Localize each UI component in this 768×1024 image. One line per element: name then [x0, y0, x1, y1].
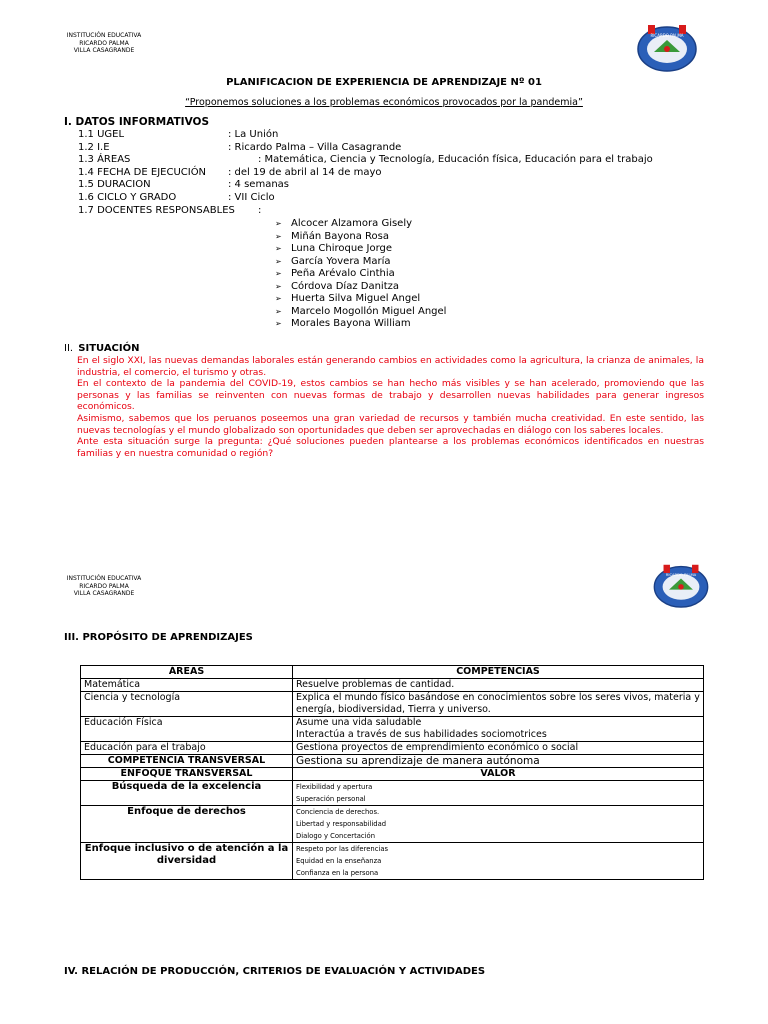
- institution-header: [54, 32, 154, 55]
- competencias-table: [80, 665, 704, 880]
- table-cell: Resuelve problemas de cantidad.: [293, 679, 704, 692]
- info-row: 1.6 CICLO Y GRADO : VII Ciclo: [78, 191, 275, 203]
- list-item: ➢ Peña Arévalo Cinthia: [275, 268, 395, 279]
- list-item: ➢ Marcelo Mogollón Miguel Angel: [275, 305, 447, 317]
- section-heading: II. SITUACIÓN: [64, 343, 140, 354]
- table-cell: COMPETENCIA TRANSVERSAL: [81, 755, 293, 768]
- section-heading: III. PROPÓSITO DE APRENDIZAJES: [64, 632, 253, 643]
- page-subtitle: “Proponemos soluciones a los problemas económicos provocados por la pandemia”: [185, 97, 583, 108]
- list-item: ➢ Córdova Díaz Danitza: [275, 280, 400, 292]
- list-item: ➢ Luna Chiroque Jorge: [275, 243, 393, 254]
- table-cell: Ciencia y tecnología: [81, 692, 293, 717]
- arrow-bullet-icon: ➢: [275, 219, 282, 228]
- logo-text: RICARDO PALMA: [665, 572, 697, 577]
- table-cell: Enfoque inclusivo o de atención a la diversidad: [81, 843, 293, 880]
- institution-line: RICARDO PALMA: [79, 39, 129, 47]
- institution-line: VILLA CASAGRANDE: [73, 590, 135, 597]
- situation-paragraph: En el contexto de la pandemia del COVID-19, estos cambios se han hecho más visibles y se han acelerado, promoviendo que las personas y las familias se reinventen con nuevas formas de trabajo y desarrollen nuevas habilidades para generar ingresos económicos.: [77, 378, 704, 413]
- situation-text: [77, 355, 704, 459]
- table-cell: Educación para el trabajo: [81, 742, 293, 755]
- institution-header: [54, 575, 154, 598]
- info-row: 1.5 DURACION : 4 semanas: [78, 179, 289, 191]
- list-item: ➢ Huerta Silva Miguel Angel: [275, 293, 421, 304]
- table-cell: Conciencia de derechos. Libertad y responsabilidad Dialogo y Concertación: [293, 806, 704, 843]
- page-title: PLANIFICACION DE EXPERIENCIA DE APRENDIZAJE Nº 01: [226, 77, 542, 88]
- institution-line: RICARDO PALMA: [79, 582, 129, 590]
- table-cell: Flexibilidad y apertura Superación personal: [293, 781, 704, 806]
- section-heading: I. DATOS INFORMATIVOS: [64, 116, 210, 128]
- info-row: 1.1 UGEL : La Unión: [78, 129, 279, 140]
- info-row: 1.7 DOCENTES RESPONSABLES :: [78, 204, 262, 216]
- table-row: [81, 742, 704, 755]
- institution-line: INSTITUCIÓN EDUCATIVA: [66, 32, 142, 39]
- list-item: ➢ Morales Bayona William: [275, 318, 411, 329]
- arrow-bullet-icon: ➢: [275, 306, 282, 316]
- list-item: ➢ Miñán Bayona Rosa: [275, 230, 390, 242]
- table-cell: Explica el mundo físico basándose en conocimientos sobre los seres vivos, materia y energía, biodiversidad, Tierra y universo.: [293, 692, 704, 717]
- table-cell: Búsqueda de la excelencia: [81, 781, 293, 806]
- table-row: [81, 806, 704, 843]
- arrow-bullet-icon: ➢: [275, 256, 282, 266]
- teachers-list: [275, 218, 446, 331]
- situation-paragraph: Asimismo, sabemos que los peruanos poseemos una gran variedad de recursos y también mucha creatividad. En este sentido, las nuevas tecnologías y el mundo globalizado son oportunidades que deben ser aprovechadas en diálogo con los saberes locales.: [77, 412, 704, 436]
- institution-line: INSTITUCIÓN EDUCATIVA: [66, 575, 142, 582]
- table-row: [81, 768, 704, 781]
- table-cell: Matemática: [81, 679, 293, 692]
- table-cell: Gestiona proyectos de emprendimiento económico o social: [293, 742, 704, 755]
- table-cell: Enfoque de derechos: [81, 806, 293, 843]
- situation-paragraph: Ante esta situación surge la pregunta: ¿Qué soluciones pueden plantearse a los problemas económicos identificados en nuestras familias y en nuestra comunidad o región?: [77, 436, 704, 459]
- table-cell: Educación Física: [81, 717, 293, 742]
- arrow-bullet-icon: ➢: [275, 231, 282, 241]
- table-header: ÁREAS: [81, 666, 293, 679]
- list-item: ➢ García Yovera María: [275, 255, 391, 267]
- arrow-bullet-icon: ➢: [275, 294, 282, 303]
- arrow-bullet-icon: ➢: [275, 269, 282, 278]
- logo-text: RICARDO PALMA: [650, 33, 684, 38]
- table-cell: Asume una vida saludable Interactúa a través de sus habilidades sociomotrices: [293, 717, 704, 742]
- arrow-bullet-icon: ➢: [275, 281, 282, 291]
- table-row: [81, 781, 704, 806]
- list-item: ➢ Alcocer Alzamora Gisely: [275, 218, 413, 229]
- school-logo: [650, 562, 712, 608]
- table-header: VALOR: [293, 768, 704, 781]
- table-header: ENFOQUE TRANSVERSAL: [81, 768, 293, 781]
- table-cell: Gestiona su aprendizaje de manera autónoma: [293, 755, 704, 768]
- table-row: [81, 679, 704, 692]
- info-row: 1.3 ÁREAS : Matemática, Ciencia y Tecnología, Educación física, Educación para el trabajo: [78, 154, 653, 166]
- table-header: COMPETENCIAS: [293, 666, 704, 679]
- table-row: [81, 755, 704, 768]
- table-row: [81, 717, 704, 742]
- datos-informativos: [78, 129, 653, 217]
- table-header-row: [81, 666, 704, 679]
- school-logo: [636, 22, 698, 72]
- table-row: [81, 843, 704, 880]
- arrow-bullet-icon: ➢: [275, 244, 282, 253]
- arrow-bullet-icon: ➢: [275, 319, 282, 328]
- table-row: [81, 692, 704, 717]
- info-row: 1.2 I.E : Ricardo Palma – Villa Casagrande: [78, 141, 402, 153]
- table-cell: Respeto por las diferencias Equidad en la enseñanza Confianza en la persona: [293, 843, 704, 880]
- institution-line: VILLA CASAGRANDE: [73, 47, 135, 54]
- section-heading: IV. RELACIÓN DE PRODUCCIÓN, CRITERIOS DE EVALUACIÓN Y ACTIVIDADES: [64, 966, 486, 977]
- situation-paragraph: En el siglo XXI, las nuevas demandas laborales están generando cambios en actividades como la agricultura, la crianza de animales, la industria, el comercio, el turismo y otras.: [77, 355, 704, 378]
- info-row: 1.4 FECHA DE EJECUCIÓN : del 19 de abril al 14 de mayo: [78, 166, 382, 178]
